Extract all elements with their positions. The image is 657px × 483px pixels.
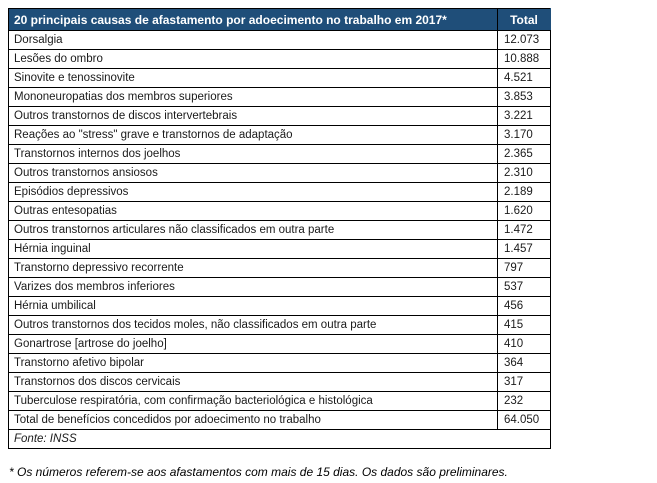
cause-value: 317: [498, 373, 551, 392]
table-row: [9, 259, 551, 278]
cause-label: Reações ao "stress" grave e transtornos de adaptação: [9, 126, 498, 145]
cause-value: 232: [498, 392, 551, 411]
table-header-row: [9, 9, 551, 31]
leave-causes-table: [8, 8, 551, 449]
table-row: [9, 50, 551, 69]
total-row-value: 64.050: [498, 411, 551, 430]
table-row: [9, 88, 551, 107]
cause-label: Gonartrose [artrose do joelho]: [9, 335, 498, 354]
cause-label: Transtorno afetivo bipolar: [9, 354, 498, 373]
footnote: * Os números referem-se aos afastamentos com mais de 15 dias. Os dados são preliminares.: [9, 465, 508, 479]
cause-value: 3.221: [498, 107, 551, 126]
table-row: [9, 297, 551, 316]
table-row: [9, 316, 551, 335]
total-row-label: Total de benefícios concedidos por adoecimento no trabalho: [9, 411, 498, 430]
table-row: [9, 69, 551, 88]
cause-value: 2.310: [498, 164, 551, 183]
cause-label: Outras entesopatias: [9, 202, 498, 221]
total-column-header: Total: [498, 9, 551, 31]
cause-label: Sinovite e tenossinovite: [9, 69, 498, 88]
cause-label: Lesões do ombro: [9, 50, 498, 69]
cause-value: 1.457: [498, 240, 551, 259]
cause-label: Hérnia inguinal: [9, 240, 498, 259]
cause-label: Varizes dos membros inferiores: [9, 278, 498, 297]
table-row: [9, 145, 551, 164]
cause-value: 12.073: [498, 31, 551, 50]
cause-value: 537: [498, 278, 551, 297]
cause-value: 3.853: [498, 88, 551, 107]
table-row: [9, 202, 551, 221]
cause-label: Mononeuropatias dos membros superiores: [9, 88, 498, 107]
table-row: [9, 373, 551, 392]
table-row: [9, 221, 551, 240]
cause-label: Outros transtornos dos tecidos moles, não classificados em outra parte: [9, 316, 498, 335]
cause-value: 4.521: [498, 69, 551, 88]
total-row: [9, 411, 551, 430]
cause-value: 415: [498, 316, 551, 335]
cause-value: 410: [498, 335, 551, 354]
cause-value: 456: [498, 297, 551, 316]
source-label: Fonte: INSS: [9, 430, 551, 449]
cause-label: Transtornos internos dos joelhos: [9, 145, 498, 164]
cause-label: Dorsalgia: [9, 31, 498, 50]
cause-value: 1.472: [498, 221, 551, 240]
cause-value: 2.365: [498, 145, 551, 164]
table-row: [9, 107, 551, 126]
table-title-header: 20 principais causas de afastamento por adoecimento no trabalho em 2017*: [9, 9, 498, 31]
cause-label: Transtornos dos discos cervicais: [9, 373, 498, 392]
cause-label: Outros transtornos articulares não classificados em outra parte: [9, 221, 498, 240]
cause-value: 797: [498, 259, 551, 278]
cause-value: 3.170: [498, 126, 551, 145]
cause-label: Tuberculose respiratória, com confirmação bacteriológica e histológica: [9, 392, 498, 411]
cause-label: Transtorno depressivo recorrente: [9, 259, 498, 278]
cause-label: Episódios depressivos: [9, 183, 498, 202]
table-row: [9, 354, 551, 373]
cause-value: 364: [498, 354, 551, 373]
cause-label: Hérnia umbilical: [9, 297, 498, 316]
cause-value: 2.189: [498, 183, 551, 202]
table-row: [9, 164, 551, 183]
table-row: [9, 335, 551, 354]
table-row: [9, 392, 551, 411]
cause-label: Outros transtornos de discos intervertebrais: [9, 107, 498, 126]
cause-label: Outros transtornos ansiosos: [9, 164, 498, 183]
table-row: [9, 183, 551, 202]
cause-value: 1.620: [498, 202, 551, 221]
source-row: [9, 430, 551, 449]
table-row: [9, 278, 551, 297]
table-row: [9, 31, 551, 50]
table-row: [9, 126, 551, 145]
table-row: [9, 240, 551, 259]
cause-value: 10.888: [498, 50, 551, 69]
